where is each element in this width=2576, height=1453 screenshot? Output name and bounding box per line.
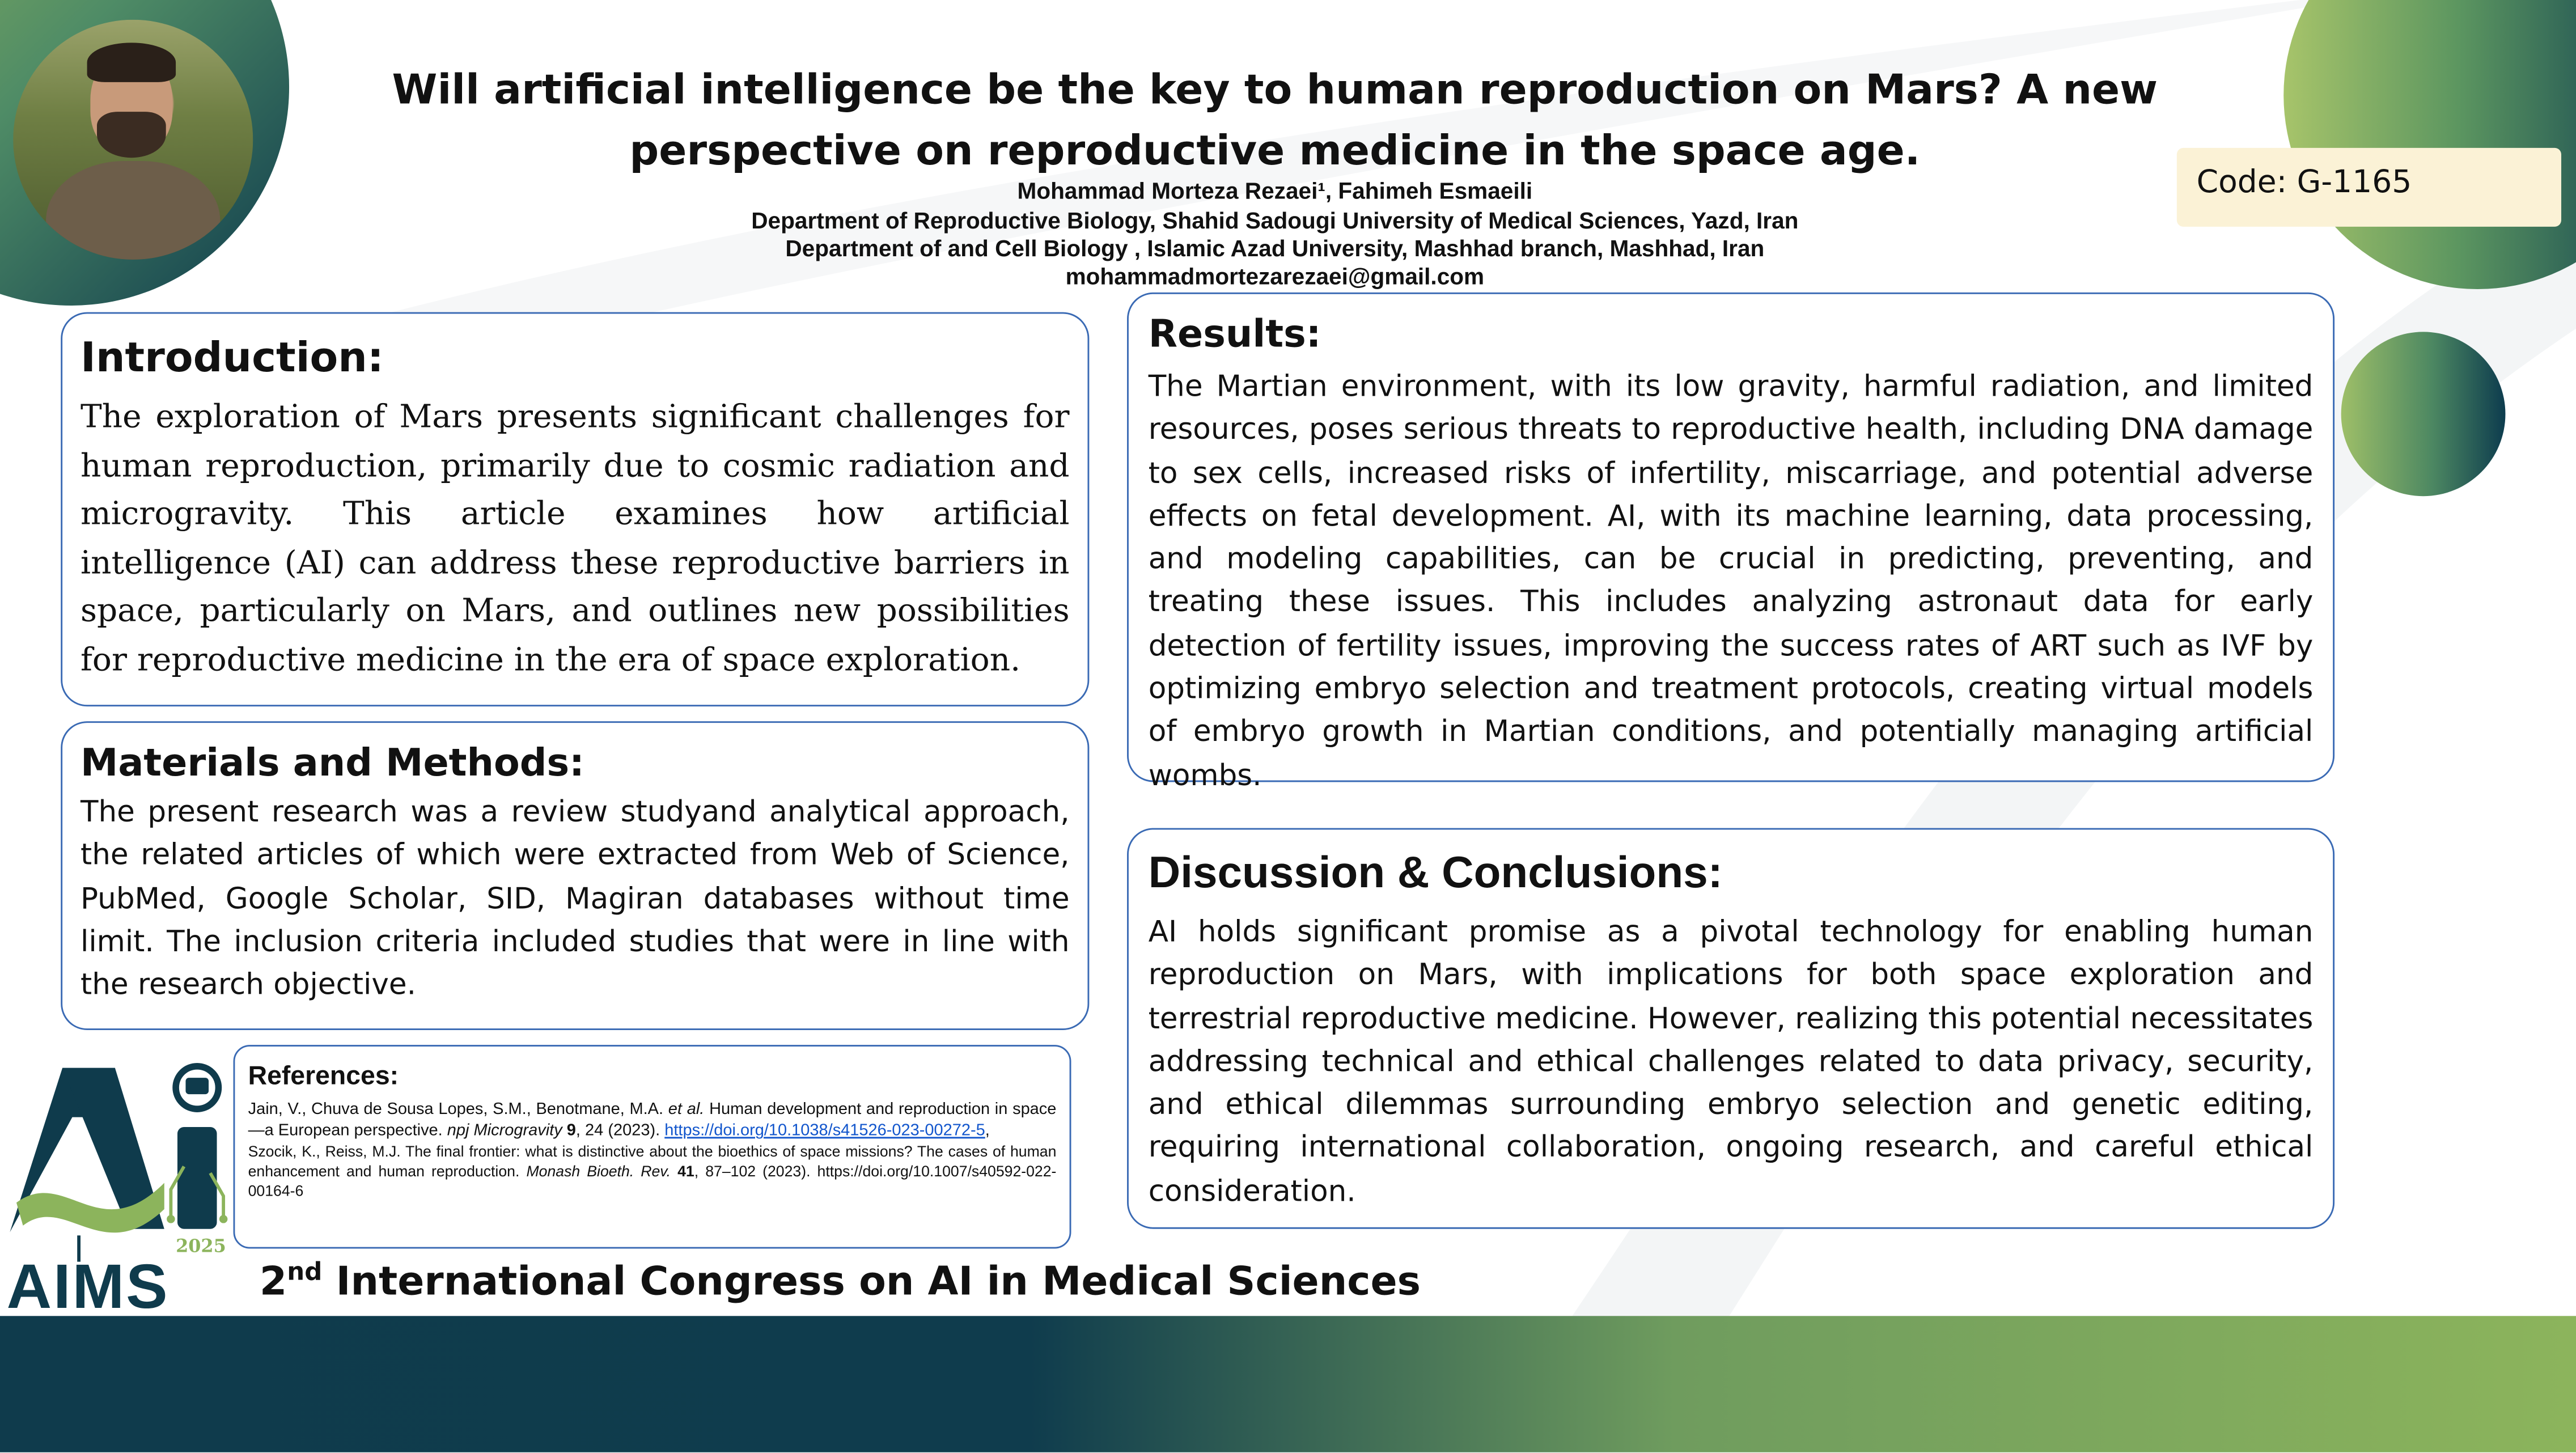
- methods-panel: [61, 721, 1089, 1030]
- results-panel: [1127, 293, 2334, 793]
- references-heading: References:: [248, 1063, 399, 1091]
- congress-ordinal-suffix: nd: [287, 1256, 323, 1287]
- poster-code-badge: Code: G-1165: [2177, 148, 2561, 227]
- reference-1-etal: et al.: [668, 1100, 705, 1119]
- footer-gradient-band: [0, 1316, 2576, 1452]
- references-panel: [234, 1045, 1071, 1248]
- reference-1-title: Human development and reproduction in space—a European perspective.: [248, 1100, 1057, 1141]
- affiliation-1: Department of Reproductive Biology, Shahid Sadougi University of Medical Sciences, Yazd, Iran: [751, 207, 1799, 234]
- reference-1-link[interactable]: https://doi.org/10.1038/s41526-023-00272-5: [664, 1122, 985, 1141]
- reference-1-journal: npj Microgravity: [447, 1122, 562, 1141]
- author-photo: [13, 20, 253, 260]
- methods-body: The present research was a review studyand analytical approach, the related articles of which were extracted from Web of Science, PubMed, Google Scholar, SID, Magiran databases without time limit. The inclusion criteria included studies that were in line with the research objective.: [80, 795, 1070, 1003]
- reference-2-volume: 41: [677, 1163, 694, 1180]
- logo-i-stem: [177, 1127, 217, 1229]
- aims-congress-logo: [0, 1052, 238, 1315]
- reference-1-volume: 9: [566, 1122, 576, 1141]
- reference-2-text: Szocik, K., Reiss, M.J. The final frontier: what is distinctive about the bioethics of space missions? The cases of human enhancement and human reproduction.: [248, 1143, 1057, 1180]
- reference-2: [248, 1142, 1057, 1201]
- reference-2-journal: Monash Bioeth. Rev.: [526, 1163, 671, 1180]
- reference-1-authors: Jain, V., Chuva de Sousa Lopes, S.M., Benotmane, M.A.: [248, 1100, 664, 1119]
- contact-email[interactable]: mohammadmortezarezaei@gmail.com: [1065, 262, 1485, 290]
- decorative-circle-right: [2341, 332, 2506, 496]
- affiliation-2: Department of and Cell Biology , Islamic Azad University, Mashhad branch, Mashhad, Iran: [785, 235, 1765, 261]
- congress-ordinal: 2: [259, 1258, 287, 1305]
- reference-1-details: , 24 (2023).: [575, 1122, 660, 1141]
- authors: Mohammad Morteza Rezaei¹, Fahimeh Esmaeili: [1017, 177, 1533, 204]
- reference-2-details: , 87–102 (2023). https://doi.org/10.1007/s40592-022-00164-6: [248, 1163, 1057, 1200]
- introduction-heading: Introduction:: [80, 333, 384, 382]
- methods-heading: Materials and Methods:: [80, 742, 584, 786]
- discussion-panel: [1127, 828, 2334, 1229]
- results-heading: Results:: [1148, 314, 1321, 357]
- congress-name: International Congress on AI in Medical Sciences: [336, 1258, 1421, 1305]
- congress-title: [260, 1255, 1421, 1308]
- introduction-panel: [61, 312, 1089, 707]
- reference-1: [248, 1099, 1057, 1142]
- discussion-body: AI holds significant promise as a pivotal technology for enabling human reproduction on Mars, with implications for both space exploration and terrestrial reproductive medicine. However, realizing this potential necessitates addressing technical and ethical challenges related to data privacy, security, and ethical dilemmas surrounding embryo selection and genetic editing, requiring international collaboration, ongoing research, and careful ethical consideration.: [1148, 915, 2314, 1209]
- reference-1-trail: ,: [985, 1122, 990, 1141]
- discussion-heading: Discussion & Conclusions:: [1148, 848, 1723, 897]
- introduction-body: The exploration of Mars presents significant challenges for human reproduction, primarily due to cosmic radiation and microgravity. This article examines how artificial intelligence (AI) can address these reproductive barriers in space, particularly on Mars, and outlines new possibilities for reproductive medicine in the era of space exploration.: [80, 397, 1070, 679]
- results-body: The Martian environment, with its low gravity, harmful radiation, and limited resources, poses serious threats to reproductive health, including DNA damage to sex cells, increased risks of infertility, miscarriage, and potential adverse effects on fetal development. AI, with its machine learning, data processing, and modeling capabilities, can be crucial in predicting, preventing, and treating these issues. This includes analyzing astronaut data for early detection of fertility issues, improving the success rates of ART such as IVF by optimizing embryo selection and treatment protocols, creating virtual models of embryo growth in Martian conditions, and potentially managing artificial wombs.: [1148, 370, 2314, 793]
- logo-wordmark: AIMS: [6, 1251, 170, 1315]
- logo-year: 2025: [176, 1235, 226, 1257]
- poster-title: Will artificial intelligence be the key to human reproduction on Mars? A new perspective on reproductive medicine in the space age.: [392, 65, 2158, 175]
